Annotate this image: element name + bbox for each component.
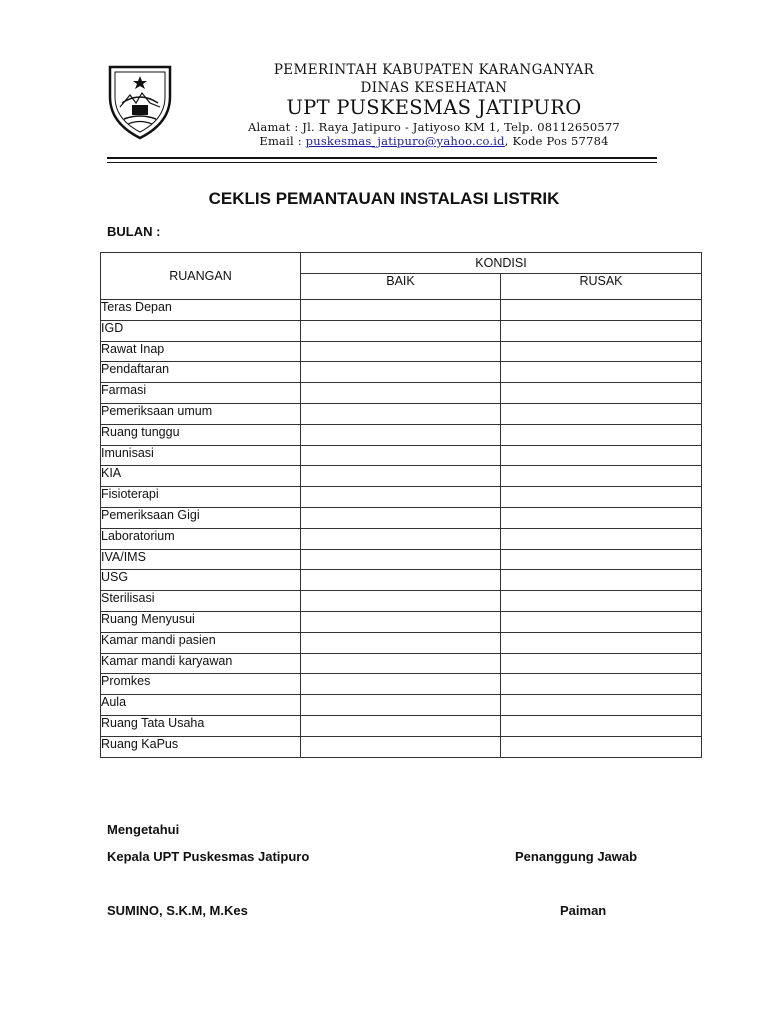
table-row [101, 445, 702, 466]
room-name-cell: Ruang tunggu [101, 424, 301, 445]
baik-check-cell[interactable] [301, 466, 501, 487]
document-title: CEKLIS PEMANTAUAN INSTALASI LISTRIK [208, 189, 560, 208]
responsible-role: Penanggung Jawab [515, 849, 638, 864]
column-header-ruangan: RUANGAN [101, 253, 301, 300]
head-name: SUMINO, S.K.M, M.Kes [107, 903, 248, 918]
room-name-cell: Pemeriksaan Gigi [101, 507, 301, 528]
room-name-cell: Fisioterapi [101, 487, 301, 508]
table-row [101, 695, 702, 716]
table-row [101, 320, 702, 341]
postal-code: , Kode Pos 57784 [504, 134, 609, 148]
email-label: Email : [259, 134, 306, 148]
baik-check-cell[interactable] [301, 445, 501, 466]
column-header-kondisi: KONDISI [301, 253, 702, 274]
baik-check-cell[interactable] [301, 341, 501, 362]
baik-check-cell[interactable] [301, 362, 501, 383]
table-row [101, 507, 702, 528]
baik-check-cell[interactable] [301, 383, 501, 404]
rusak-check-cell[interactable] [501, 362, 702, 383]
table-row [101, 300, 702, 321]
table-row [101, 466, 702, 487]
rusak-check-cell[interactable] [501, 507, 702, 528]
header-contact-line [176, 134, 692, 148]
rusak-check-cell[interactable] [501, 674, 702, 695]
table-row [101, 570, 702, 591]
room-name-cell: IVA/IMS [101, 549, 301, 570]
table-row [101, 674, 702, 695]
room-name-cell: IGD [101, 320, 301, 341]
table-row [101, 549, 702, 570]
table-row [101, 403, 702, 424]
baik-check-cell[interactable] [301, 695, 501, 716]
rusak-check-cell[interactable] [501, 341, 702, 362]
email-link[interactable]: puskesmas_jatipuro@yahoo.co.id [305, 134, 505, 148]
rusak-check-cell[interactable] [501, 445, 702, 466]
baik-check-cell[interactable] [301, 611, 501, 632]
header-department-line: DINAS KESEHATAN [360, 80, 508, 96]
month-label: BULAN : [107, 224, 161, 239]
checklist-table [100, 252, 702, 758]
room-name-cell: Farmasi [101, 383, 301, 404]
acknowledgement-label: Mengetahui [107, 822, 180, 837]
table-row [101, 528, 702, 549]
table-row [101, 736, 702, 757]
table-row [101, 632, 702, 653]
header-institution-name: UPT PUSKESMAS JATIPURO [286, 96, 582, 119]
table-row [101, 611, 702, 632]
room-name-cell: Pemeriksaan umum [101, 403, 301, 424]
rusak-check-cell[interactable] [501, 528, 702, 549]
rusak-check-cell[interactable] [501, 715, 702, 736]
room-name-cell: Sterilisasi [101, 591, 301, 612]
rusak-check-cell[interactable] [501, 487, 702, 508]
rusak-check-cell[interactable] [501, 320, 702, 341]
baik-check-cell[interactable] [301, 591, 501, 612]
rusak-check-cell[interactable] [501, 611, 702, 632]
table-row [101, 653, 702, 674]
rusak-check-cell[interactable] [501, 695, 702, 716]
table-row [101, 383, 702, 404]
room-name-cell: Aula [101, 695, 301, 716]
room-name-cell: Kamar mandi pasien [101, 632, 301, 653]
rusak-check-cell[interactable] [501, 403, 702, 424]
rusak-check-cell[interactable] [501, 383, 702, 404]
baik-check-cell[interactable] [301, 320, 501, 341]
rusak-check-cell[interactable] [501, 591, 702, 612]
baik-check-cell[interactable] [301, 570, 501, 591]
baik-check-cell[interactable] [301, 487, 501, 508]
header-government-line: PEMERINTAH KABUPATEN KARANGANYAR [273, 62, 595, 78]
baik-check-cell[interactable] [301, 549, 501, 570]
room-name-cell: Kamar mandi karyawan [101, 653, 301, 674]
header-address: Alamat : Jl. Raya Jatipuro - Jatiyoso KM 1, Telp. 08112650577 [248, 120, 620, 134]
room-name-cell: USG [101, 570, 301, 591]
head-role: Kepala UPT Puskesmas Jatipuro [107, 849, 310, 864]
table-row [101, 341, 702, 362]
room-name-cell: Ruang Tata Usaha [101, 715, 301, 736]
rusak-check-cell[interactable] [501, 549, 702, 570]
room-name-cell: Imunisasi [101, 445, 301, 466]
baik-check-cell[interactable] [301, 424, 501, 445]
room-name-cell: Ruang KaPus [101, 736, 301, 757]
room-name-cell: Promkes [101, 674, 301, 695]
rusak-check-cell[interactable] [501, 736, 702, 757]
kabupaten-crest-logo [106, 63, 174, 141]
baik-check-cell[interactable] [301, 736, 501, 757]
baik-check-cell[interactable] [301, 528, 501, 549]
room-name-cell: Teras Depan [101, 300, 301, 321]
baik-check-cell[interactable] [301, 632, 501, 653]
column-header-baik: BAIK [301, 274, 501, 300]
room-name-cell: Pendaftaran [101, 362, 301, 383]
table-row [101, 424, 702, 445]
baik-check-cell[interactable] [301, 300, 501, 321]
responsible-name: Paiman [560, 903, 607, 918]
rusak-check-cell[interactable] [501, 632, 702, 653]
baik-check-cell[interactable] [301, 403, 501, 424]
room-name-cell: Rawat Inap [101, 341, 301, 362]
baik-check-cell[interactable] [301, 653, 501, 674]
table-row [101, 362, 702, 383]
rusak-check-cell[interactable] [501, 570, 702, 591]
rusak-check-cell[interactable] [501, 424, 702, 445]
rusak-check-cell[interactable] [501, 300, 702, 321]
table-row [101, 715, 702, 736]
baik-check-cell[interactable] [301, 507, 501, 528]
column-header-rusak: RUSAK [501, 274, 702, 300]
table-row [101, 487, 702, 508]
rusak-check-cell[interactable] [501, 466, 702, 487]
letterhead-thin-rule [107, 162, 657, 163]
table-row [101, 591, 702, 612]
baik-check-cell[interactable] [301, 674, 501, 695]
baik-check-cell[interactable] [301, 715, 501, 736]
rusak-check-cell[interactable] [501, 653, 702, 674]
room-name-cell: Ruang Menyusui [101, 611, 301, 632]
room-name-cell: KIA [101, 466, 301, 487]
room-name-cell: Laboratorium [101, 528, 301, 549]
letterhead-thick-rule [107, 157, 657, 159]
